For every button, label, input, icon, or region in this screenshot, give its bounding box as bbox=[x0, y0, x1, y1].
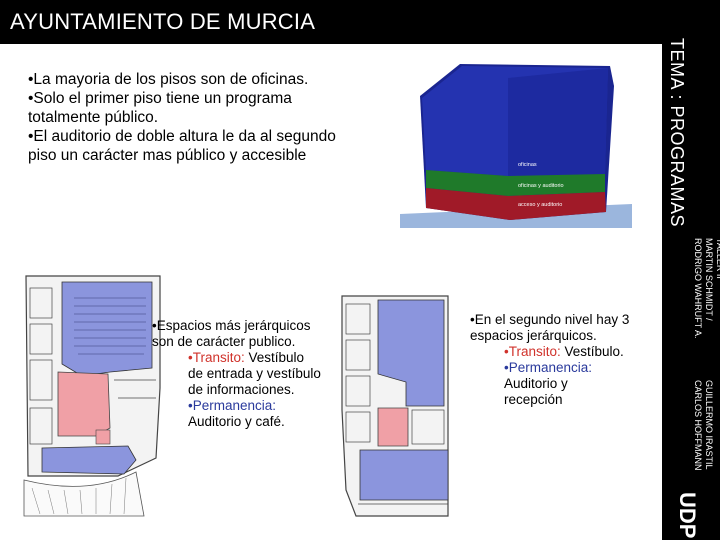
info-area bbox=[96, 430, 110, 444]
course-credits bbox=[692, 238, 725, 339]
cafe-area bbox=[42, 446, 136, 474]
permanence-text: Auditorio y café. bbox=[188, 414, 285, 429]
permanence-text: Auditorio y recepción bbox=[504, 376, 568, 407]
transit-text: Vestíbulo. bbox=[560, 344, 624, 359]
permanence-note bbox=[470, 360, 630, 408]
credit-line: CARLOS HOFFMANN bbox=[693, 380, 703, 471]
label-offices: oficinas bbox=[518, 162, 537, 168]
floor-plan-level-2 bbox=[338, 290, 458, 520]
transit-label: •Transito: bbox=[504, 344, 561, 359]
bullet-item: •El auditorio de doble altura le da al segundo piso un carácter mas público y accesible bbox=[28, 128, 336, 164]
header-bar bbox=[0, 0, 720, 44]
description-intro: •En el segundo nivel hay 3 espacios jerárquicos. bbox=[470, 312, 630, 343]
reception-area bbox=[360, 450, 448, 500]
level-2-description bbox=[470, 312, 630, 408]
permanence-label: •Permanencia: bbox=[504, 360, 593, 375]
bullet-item: •Solo el primer piso tiene un programa totalmente público. bbox=[28, 90, 292, 126]
label-offices-auditorium: oficinas y auditorio bbox=[518, 183, 564, 189]
credit-line: MARTIN SCHMIDT / bbox=[704, 238, 714, 321]
vestibule-upper-area bbox=[378, 408, 408, 446]
udp-logo: UDP bbox=[675, 492, 700, 539]
page-title: AYUNTAMIENTO DE MURCIA bbox=[10, 9, 316, 34]
bullet-item: •La mayoria de los pisos son de oficinas. bbox=[28, 71, 309, 88]
permanence-label: •Permanencia: bbox=[188, 398, 277, 413]
student-credits bbox=[692, 380, 714, 471]
transit-text: Vestíbulo de entrada y vestíbulo de informaciones. bbox=[188, 350, 321, 397]
block-offices-front bbox=[508, 68, 608, 176]
vestibule-area bbox=[58, 372, 110, 436]
transit-note bbox=[470, 344, 630, 360]
label-access-auditorium: acceso y auditorio bbox=[518, 202, 563, 208]
description-intro: •Espacios más jerárquicos son de carácter publico. bbox=[152, 318, 311, 349]
program-block-diagram bbox=[400, 56, 632, 228]
floor-plan-level-1 bbox=[18, 268, 168, 518]
topic-label: TEMA : PROGRAMAS bbox=[667, 38, 687, 228]
transit-note bbox=[152, 350, 322, 398]
credit-line: RODRIGO WAHRUFT A. bbox=[693, 238, 703, 339]
permanence-note bbox=[152, 398, 322, 430]
auditorium-area bbox=[62, 282, 152, 376]
credit-line: GUILLERMO IRASTIL bbox=[704, 380, 714, 470]
credit-line: TALLER II bbox=[715, 238, 725, 279]
transit-label: •Transito: bbox=[188, 350, 245, 365]
level-1-description bbox=[152, 318, 322, 430]
intro-bullets bbox=[28, 70, 348, 165]
